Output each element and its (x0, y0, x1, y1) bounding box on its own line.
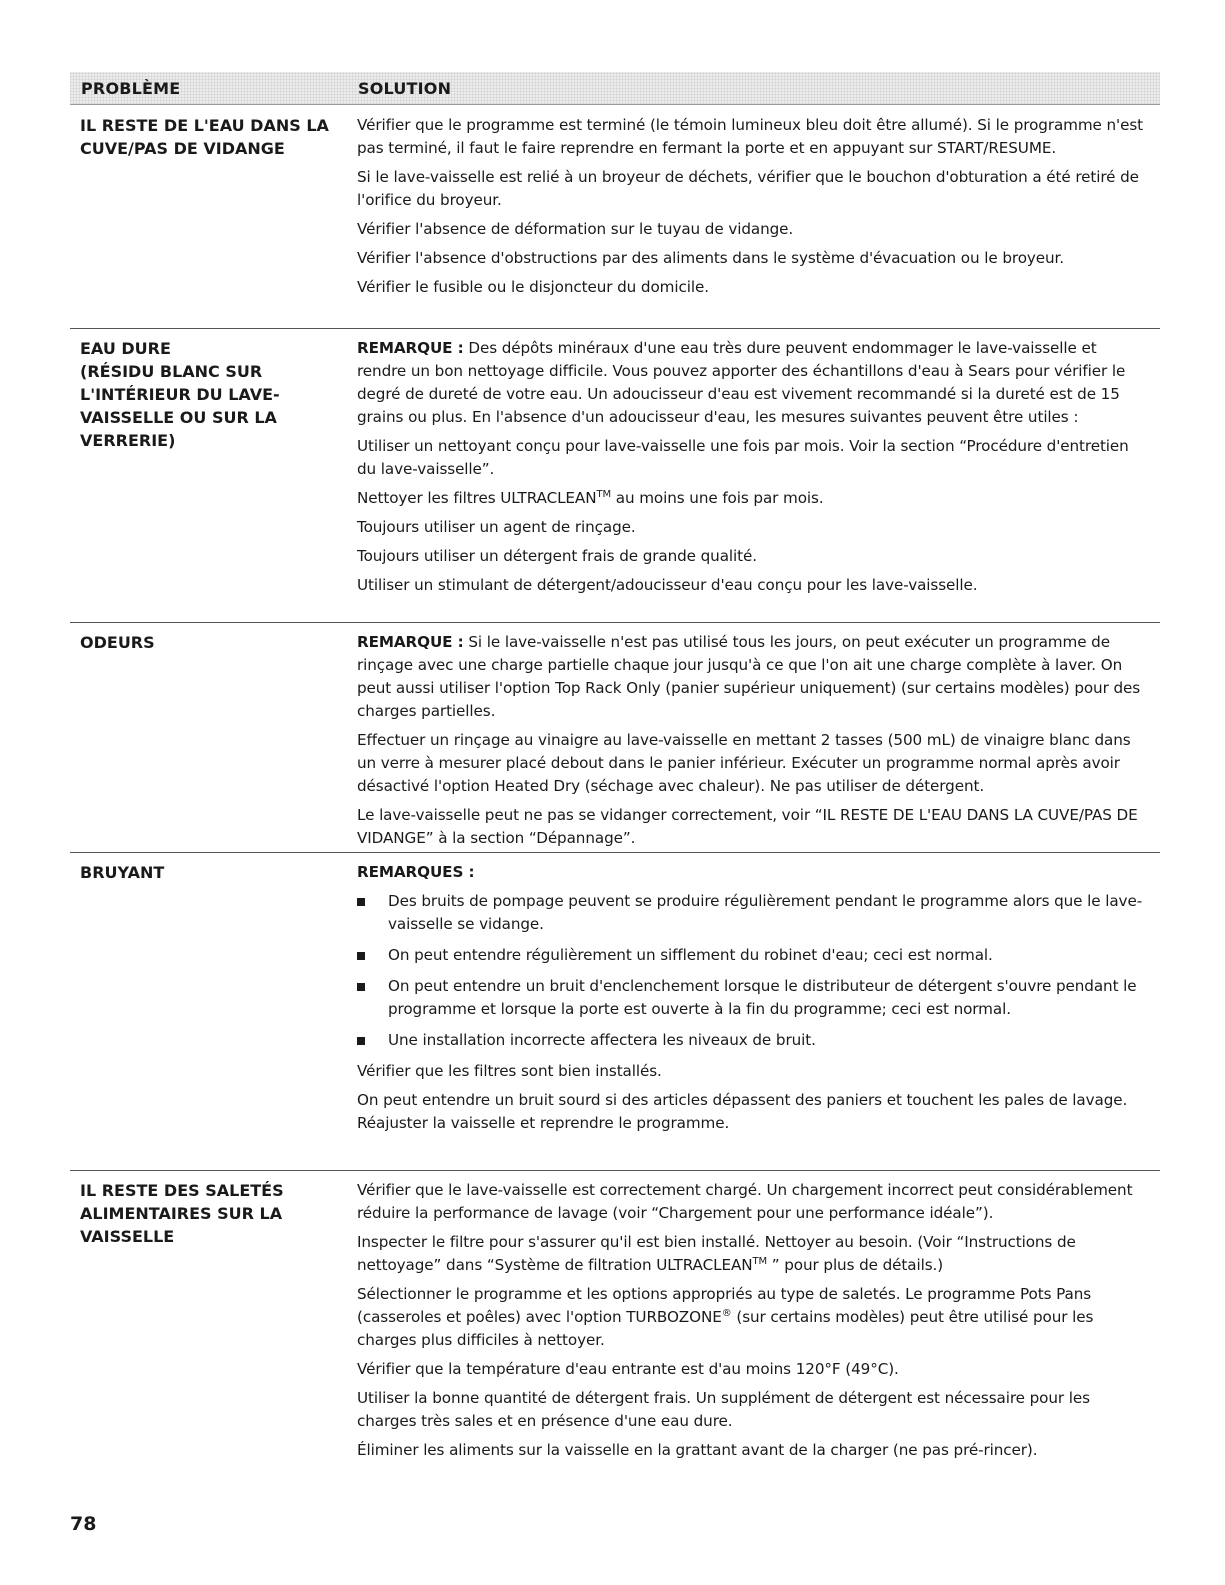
remark-label: REMARQUE : (357, 339, 464, 357)
remark-paragraph (357, 631, 1147, 723)
solution-paragraph: Utiliser un stimulant de détergent/adoucisseur d'eau conçu pour les lave-vaisselle. (357, 576, 978, 594)
problem-line: (RÉSIDU BLANC SUR (80, 362, 263, 381)
solution-paragraph: Le lave-vaisselle peut ne pas se vidanger correctement, voir “IL RESTE DE L'EAU DANS LA CUVE/PAS DE VIDANGE” à la section “Dépannage”. (357, 806, 1138, 847)
trademark-symbol: TM (596, 488, 612, 500)
solution-cell (357, 114, 1147, 305)
problem-line: BRUYANT (80, 863, 165, 882)
list-item (357, 944, 1147, 967)
solution-paragraph: Effectuer un rinçage au vinaigre au lave-vaisselle en mettant 2 tasses (500 mL) de vinaigre blanc dans un verre à mesurer placé debout dans le panier inférieur. Exécuter un programme normal après avoir désactivé l'option Heated Dry (séchage avec chaleur). Ne pas utiliser de détergent. (357, 731, 1131, 795)
table-header-band (70, 72, 1160, 105)
remark-text: Si le lave-vaisselle n'est pas utilisé tous les jours, on peut exécuter un programme de rinçage avec une charge partielle chaque jour jusqu'à ce que l'on ait une charge complète à laver. On peut aussi utiliser l'option Top Rack Only (panier supérieur uniquement) (sur certains modèles) pour des charges partielles. (357, 633, 1141, 720)
bullet-square-icon (357, 983, 365, 991)
solution-cell (357, 631, 1147, 856)
text-span: au moins une fois par mois. (611, 489, 824, 507)
list-item-text: Des bruits de pompage peuvent se produire régulièrement pendant le programme alors que le lave-vaisselle se vidange. (388, 892, 1143, 933)
solution-cell (357, 337, 1147, 603)
problem-cell (80, 114, 330, 160)
table-row (70, 106, 1160, 328)
list-item (357, 1029, 1147, 1052)
list-item (357, 975, 1147, 1021)
problem-line: EAU DURE (80, 339, 171, 358)
table-row (70, 852, 1160, 1171)
solution-paragraph: On peut entendre un bruit sourd si des articles dépassent des paniers et touchent les pales de lavage. Réajuster la vaisselle et reprendre le programme. (357, 1091, 1128, 1132)
problem-line: CUVE/PAS DE VIDANGE (80, 139, 285, 158)
solution-paragraph: Vérifier l'absence d'obstructions par des aliments dans le système d'évacuation ou le broyeur. (357, 249, 1065, 267)
solution-paragraph: Vérifier que la température d'eau entrante est d'au moins 120°F (49°C). (357, 1360, 899, 1378)
bullet-square-icon (357, 898, 365, 906)
list-item-text: On peut entendre un bruit d'enclenchement lorsque le distributeur de détergent s'ouvre pendant le programme et lorsque la porte est ouverte à la fin du programme; ceci est normal. (388, 977, 1137, 1018)
remarks-list (357, 890, 1147, 1052)
solution-paragraph: Vérifier que le programme est terminé (le témoin lumineux bleu doit être allumé). Si le programme n'est pas terminé, il faut le faire reprendre en fermant la porte et en appuyant sur START/RESUME. (357, 116, 1144, 157)
problem-cell (80, 861, 330, 884)
solution-cell (357, 1179, 1147, 1468)
table-row (70, 328, 1160, 623)
solution-paragraph: Vérifier que les filtres sont bien installés. (357, 1062, 662, 1080)
list-item-text: Une installation incorrecte affectera les niveaux de bruit. (388, 1031, 816, 1049)
problem-line: VAISSELLE (80, 1227, 175, 1246)
list-item-text: On peut entendre régulièrement un sifflement du robinet d'eau; ceci est normal. (388, 946, 993, 964)
solution-paragraph: Éliminer les aliments sur la vaisselle en la grattant avant de la charger (ne pas pré-rincer). (357, 1441, 1038, 1459)
problem-line: L'INTÉRIEUR DU LAVE- (80, 385, 280, 404)
solution-paragraph: Utiliser la bonne quantité de détergent frais. Un supplément de détergent est nécessaire pour les charges très sales et en présence d'une eau dure. (357, 1389, 1090, 1430)
bullet-square-icon (357, 952, 365, 960)
registered-symbol: ® (721, 1307, 732, 1319)
solution-paragraph: Si le lave-vaisselle est relié à un broyeur de déchets, vérifier que le bouchon d'obturation a été retiré de l'orifice du broyeur. (357, 168, 1139, 209)
remark-text: Des dépôts minéraux d'une eau très dure peuvent endommager le lave-vaisselle et rendre un bon nettoyage difficile. Vous pouvez apporter des échantillons d'eau à Sears pour vérifier le degré de dureté de votre eau. Un adoucisseur d'eau est vivement recommandé si la dureté est de 15 grains ou plus. En l'absence d'un adoucisseur d'eau, les mesures suivantes peuvent être utiles : (357, 339, 1126, 426)
problem-line: VERRERIE) (80, 431, 176, 450)
page-number: 78 (70, 1513, 97, 1535)
problem-line: IL RESTE DE L'EAU DANS LA (80, 116, 329, 135)
problem-line: IL RESTE DES SALETÉS (80, 1181, 284, 1200)
remark-label: REMARQUE : (357, 633, 464, 651)
problem-cell (80, 631, 330, 654)
solution-paragraph: Utiliser un nettoyant conçu pour lave-vaisselle une fois par mois. Voir la section “Procédure d'entretien du lave-vaisselle”. (357, 437, 1129, 478)
text-span: (sur certains modèles) peut être utilisé pour les charges plus difficiles à nettoyer. (357, 1308, 1094, 1349)
table-row (70, 1170, 1160, 1491)
solution-paragraph (357, 1231, 1147, 1277)
column-header-problem: PROBLÈME (81, 79, 181, 98)
problem-line: ALIMENTAIRES SUR LA (80, 1204, 283, 1223)
text-span: Inspecter le filtre pour s'assurer qu'il est bien installé. Nettoyer au besoin. (Voir “Instructions de nettoyage” dans “Système de filtration ULTRACLEAN (357, 1233, 1076, 1274)
solution-paragraph: Toujours utiliser un agent de rinçage. (357, 518, 636, 536)
text-span: Sélectionner le programme et les options appropriés au type de saletés. Le programme Pots Pans (casseroles et poêles) avec l'option TURBOZONE (357, 1285, 1092, 1326)
problem-line: ODEURS (80, 633, 155, 652)
problem-cell (80, 337, 330, 452)
solution-paragraph (357, 1283, 1147, 1352)
table-row (70, 622, 1160, 853)
problem-line: VAISSELLE OU SUR LA (80, 408, 277, 427)
solution-paragraph: Vérifier l'absence de déformation sur le tuyau de vidange. (357, 220, 794, 238)
text-span: Nettoyer les filtres ULTRACLEAN (357, 489, 597, 507)
solution-paragraph: Toujours utiliser un détergent frais de grande qualité. (357, 547, 757, 565)
list-item (357, 890, 1147, 936)
solution-paragraph: Vérifier le fusible ou le disjoncteur du domicile. (357, 278, 709, 296)
text-span: ” pour plus de détails.) (767, 1256, 944, 1274)
solution-cell (357, 861, 1147, 1141)
solution-paragraph: Vérifier que le lave-vaisselle est correctement chargé. Un chargement incorrect peut considérablement réduire la performance de lavage (voir “Chargement pour une performance idéale”). (357, 1181, 1133, 1222)
column-header-solution: SOLUTION (358, 79, 452, 98)
trademark-symbol: TM (752, 1255, 768, 1267)
remarks-label: REMARQUES : (357, 863, 475, 881)
bullet-square-icon (357, 1037, 365, 1045)
problem-cell (80, 1179, 330, 1248)
remark-paragraph (357, 337, 1147, 429)
solution-paragraph (357, 487, 1147, 510)
